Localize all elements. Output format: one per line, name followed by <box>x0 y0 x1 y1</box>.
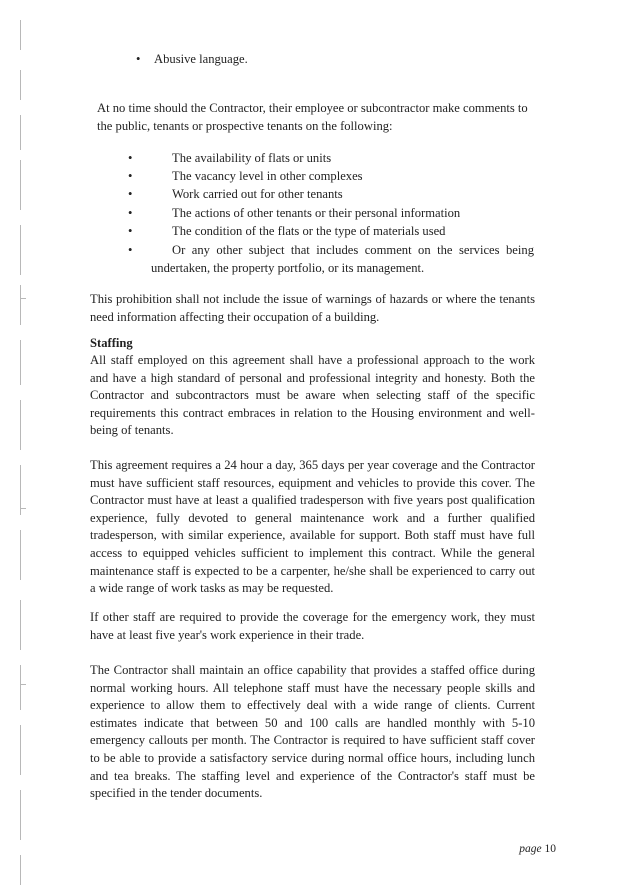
list-item-text: Work carried out for other tenants <box>172 187 343 201</box>
bullet-dot: • <box>128 224 133 238</box>
page-number-value: 10 <box>544 843 556 855</box>
bullet-text: Abusive language. <box>154 52 248 66</box>
staffing-paragraph-2: This agreement requires a 24 hour a day, 365 days per year coverage and the Contractor must have sufficient staff resources, equipment and vehicles to provide this cover. The Contractor must have at least a qualified tradesperson with five years post qualification experience, fully devoted to general maintenance work and a further qualified tradesperson, with similar experience, available for support. Both staff must have full access to equipped vehicles sufficient to implement this contract. While the general maintenance staff is expected to be a carpenter, he/she shall be experienced to carry out a wide range of work tasks as may be requested. <box>90 458 535 596</box>
list-item <box>128 242 538 282</box>
bullet-dot: • <box>128 151 133 165</box>
section-heading-staffing: Staffing <box>90 336 133 350</box>
paragraph-no-comments: At no time should the Contractor, their employee or subcontractor make comments to the public, tenants or prospective tenants on the following: <box>97 101 528 133</box>
bullet-dot: • <box>136 52 141 66</box>
bullet-dot: • <box>128 169 133 183</box>
list-item-text: The condition of the flats or the type of materials used <box>172 224 446 238</box>
paragraph-prohibition: This prohibition shall not include the issue of warnings of hazards or where the tenants need information affecting their occupation of a building. <box>90 292 535 324</box>
list-item-text: The availability of flats or units <box>172 151 332 165</box>
staffing-paragraph-4: The Contractor shall maintain an office capability that provides a staffed office during normal working hours. All telephone staff must have the necessary people skills and experience to allow them to effectively deal with a wide range of clients. Current estimates indicate that between 50 and 100 calls are handled monthly with 5-10 emergency callouts per month. The Contractor is required to have sufficient staff cover to be able to provide a satisfactory service during normal office hours, including lunch and tea breaks. The staffing level and experience of the Contractor's staff must be specified in the tender documents. <box>90 663 535 801</box>
page-label: page <box>519 843 542 855</box>
page-number <box>519 843 556 855</box>
staffing-paragraph-1: All staff employed on this agreement shall have a professional approach to the work and have a high standard of personal and professional integrity and honesty. Both the Contractor and subcontractors must be aware when selecting staff of the specific requirements this contract embraces in relation to the Housing environment and well-being of tenants. <box>90 353 535 438</box>
binding-edge <box>0 0 40 894</box>
list-item-text: Or any other subject that includes comment on the services being <box>172 243 534 257</box>
bullet-dot: • <box>128 243 133 257</box>
list-item-text: The vacancy level in other complexes <box>172 169 363 183</box>
list-item-text: The actions of other tenants or their personal information <box>172 206 461 220</box>
staffing-paragraph-3: If other staff are required to provide the coverage for the emergency work, they must have at least five year's work experience in their trade. <box>90 610 535 642</box>
list-item-text-continued: undertaken, the property portfolio, or its management. <box>151 260 425 275</box>
bullet-dot: • <box>128 206 133 220</box>
bullet-dot: • <box>128 187 133 201</box>
